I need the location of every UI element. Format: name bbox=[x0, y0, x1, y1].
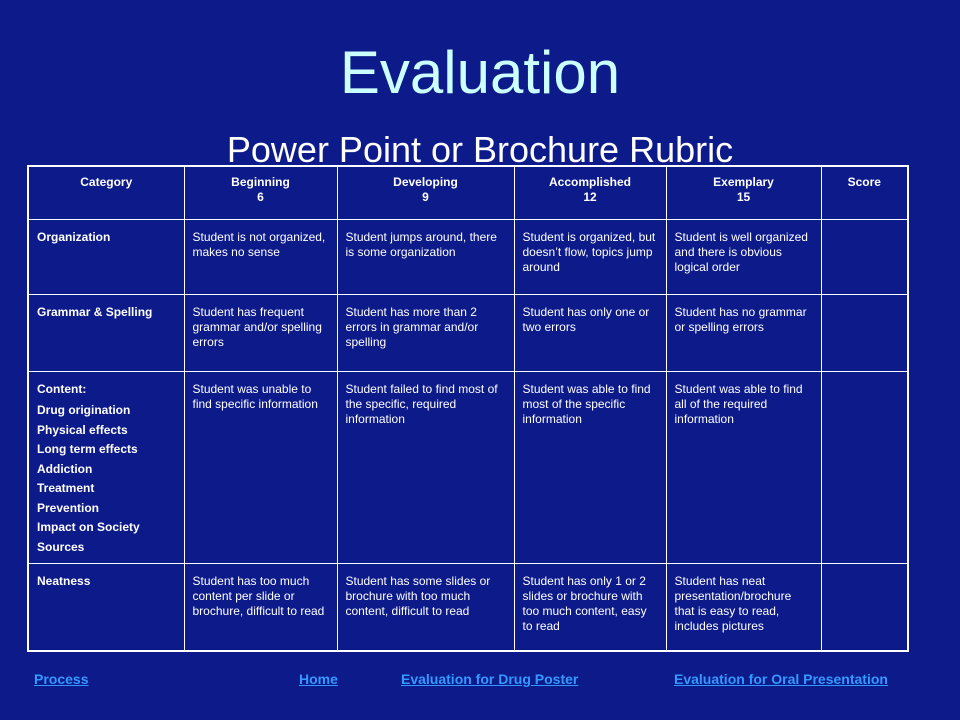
oral-presentation-evaluation-link[interactable]: Evaluation for Oral Presentation bbox=[674, 671, 888, 687]
beginning-cell: Student was unable to find specific information bbox=[184, 372, 337, 564]
developing-cell: Student has some slides or brochure with too much content, difficult to read bbox=[337, 564, 514, 652]
table-row bbox=[28, 295, 908, 372]
footer-nav bbox=[0, 670, 960, 690]
category-cell: Neatness bbox=[28, 564, 184, 652]
category-cell: Organization bbox=[28, 220, 184, 295]
slide-subtitle: Power Point or Brochure Rubric bbox=[226, 129, 734, 170]
category-cell: Grammar & Spelling bbox=[28, 295, 184, 372]
home-link[interactable]: Home bbox=[299, 671, 338, 687]
score-cell[interactable] bbox=[821, 220, 908, 295]
content-subitem: Treatment bbox=[37, 481, 95, 495]
beginning-cell: Student is not organized, makes no sense bbox=[184, 220, 337, 295]
rubric-table bbox=[27, 165, 909, 652]
header-developing: Developing 9 bbox=[337, 166, 514, 220]
beginning-cell: Student has frequent grammar and/or spelling errors bbox=[184, 295, 337, 372]
content-subitem: Physical effects bbox=[37, 422, 128, 437]
accomplished-cell: Student was able to find most of the specific information bbox=[514, 372, 666, 564]
developing-cell: Student jumps around, there is some organization bbox=[337, 220, 514, 295]
exemplary-cell: Student is well organized and there is obvious logical order bbox=[666, 220, 821, 295]
content-subitem: Sources bbox=[37, 539, 85, 554]
drug-poster-evaluation-link[interactable]: Evaluation for Drug Poster bbox=[401, 671, 579, 687]
content-subitem: Drug origination bbox=[37, 403, 131, 417]
exemplary-cell: Student has no grammar or spelling errors bbox=[666, 295, 821, 372]
process-link[interactable]: Process bbox=[34, 671, 89, 687]
exemplary-cell: Student has neat presentation/brochure that is easy to read, includes pictures bbox=[666, 564, 821, 652]
score-cell[interactable] bbox=[821, 372, 908, 564]
developing-cell: Student failed to find most of the specific, required information bbox=[337, 372, 514, 564]
table-row bbox=[28, 372, 908, 564]
header-score: Score bbox=[821, 166, 908, 220]
beginning-cell: Student has too much content per slide or brochure, difficult to read bbox=[184, 564, 337, 652]
header-accomplished: Accomplished 12 bbox=[514, 166, 666, 220]
developing-cell: Student has more than 2 errors in grammar and/or spelling bbox=[337, 295, 514, 372]
header-exemplary: Exemplary 15 bbox=[666, 166, 821, 220]
accomplished-cell: Student is organized, but doesn’t flow, topics jump around bbox=[514, 220, 666, 295]
content-subitem: Long term effects bbox=[37, 442, 138, 456]
category-cell bbox=[28, 372, 184, 564]
content-subitem: Prevention bbox=[37, 500, 100, 515]
score-cell[interactable] bbox=[821, 295, 908, 372]
category-label: Content: bbox=[37, 382, 87, 396]
accomplished-cell: Student has only 1 or 2 slides or brochure with too much content, easy to read bbox=[514, 564, 666, 652]
score-cell[interactable] bbox=[821, 564, 908, 652]
content-subitem: Addiction bbox=[37, 461, 93, 476]
table-row bbox=[28, 220, 908, 295]
content-subitem: Impact on Society bbox=[37, 520, 140, 534]
table-row bbox=[28, 564, 908, 652]
accomplished-cell: Student has only one or two errors bbox=[514, 295, 666, 372]
slide-title: Evaluation bbox=[339, 39, 621, 106]
header-row bbox=[28, 166, 908, 220]
header-beginning: Beginning 6 bbox=[184, 166, 337, 220]
header-category: Category bbox=[28, 166, 184, 220]
exemplary-cell: Student was able to find all of the required information bbox=[666, 372, 821, 564]
